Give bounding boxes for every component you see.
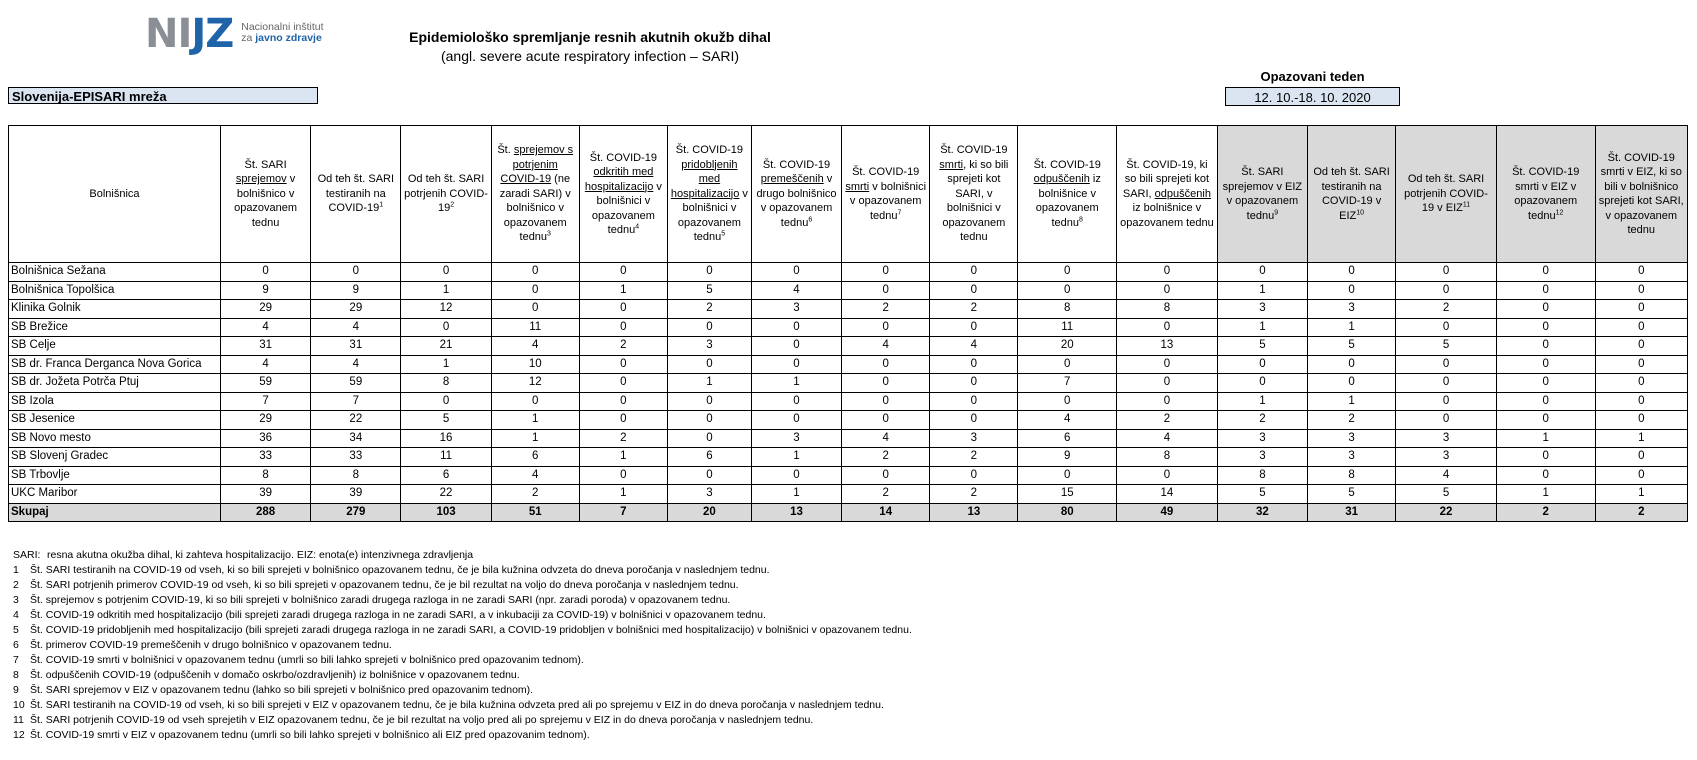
- logo-mark: NIJZ: [145, 11, 234, 57]
- value-cell: 22: [401, 485, 491, 504]
- region-label: Slovenija-EPISARI mreža: [8, 87, 318, 104]
- value-cell: 39: [220, 485, 310, 504]
- value-cell: 0: [667, 355, 751, 374]
- table-row: [9, 318, 1688, 337]
- value-cell: 10: [491, 355, 579, 374]
- value-cell: 1: [1308, 318, 1396, 337]
- value-cell: 6: [401, 466, 491, 485]
- value-cell: 12: [401, 300, 491, 319]
- value-cell: 3: [667, 485, 751, 504]
- value-cell: 0: [579, 466, 667, 485]
- footnote: 5 Št. COVID-19 pridobljenih med hospitalizacijo (bili sprejeti zaradi drugega razloga in ne zaradi SARI, a COVID-19 pridobljen v bolnišnici med hospitalizacijo) v bolnišnici v opazovanem tednu.: [13, 624, 912, 636]
- value-cell: 0: [579, 392, 667, 411]
- value-cell: 2: [930, 485, 1018, 504]
- value-cell: 2: [1496, 503, 1595, 522]
- value-cell: 31: [220, 337, 310, 356]
- value-cell: 0: [1396, 411, 1497, 430]
- value-cell: 1: [751, 448, 841, 467]
- value-cell: 0: [1117, 392, 1218, 411]
- value-cell: 2: [842, 300, 930, 319]
- value-cell: 2: [1217, 411, 1307, 430]
- value-cell: 0: [751, 318, 841, 337]
- value-cell: 31: [1308, 503, 1396, 522]
- value-cell: 6: [491, 448, 579, 467]
- value-cell: 11: [1018, 318, 1117, 337]
- value-cell: 1: [1217, 281, 1307, 300]
- value-cell: 279: [311, 503, 401, 522]
- value-cell: 0: [751, 392, 841, 411]
- value-cell: 29: [220, 300, 310, 319]
- value-cell: 13: [930, 503, 1018, 522]
- value-cell: 0: [1396, 355, 1497, 374]
- value-cell: 4: [1018, 411, 1117, 430]
- value-cell: 2: [842, 485, 930, 504]
- document-title: Epidemiološko spremljanje resnih akutnih okužb dihal: [409, 29, 771, 45]
- column-header: Št. COVID-19 odkritih med hospitalizacijo v bolnišnici v opazovanem tednu$^4$: [579, 126, 667, 263]
- value-cell: 0: [1308, 374, 1396, 393]
- column-header: Od teh št. SARI testiranih na COVID-$19^1$: [311, 126, 401, 263]
- value-cell: 0: [930, 318, 1018, 337]
- value-cell: 0: [1396, 374, 1497, 393]
- value-cell: 11: [491, 318, 579, 337]
- value-cell: 3: [751, 300, 841, 319]
- column-header: Od teh št. SARI potrjenih COVID-19 v EIZ$^{11}$: [1396, 126, 1497, 263]
- value-cell: 0: [1595, 374, 1687, 393]
- value-cell: 21: [401, 337, 491, 356]
- value-cell: 51: [491, 503, 579, 522]
- value-cell: 0: [491, 392, 579, 411]
- document-subtitle: (angl. severe acute respiratory infection – SARI): [440, 48, 740, 64]
- hospital-name-cell: SB dr. Jožeta Potrča Ptuj: [9, 374, 221, 393]
- value-cell: 1: [751, 374, 841, 393]
- value-cell: 15: [1018, 485, 1117, 504]
- column-header: Od teh št. SARI potrjenih COVID-$19^2$: [401, 126, 491, 263]
- value-cell: 0: [220, 263, 310, 282]
- value-cell: 0: [1396, 392, 1497, 411]
- value-cell: 4: [930, 337, 1018, 356]
- value-cell: 9: [311, 281, 401, 300]
- column-header: Št. COVID-19 premeščenih v drugo bolnišnico v opazovanem tednu$^6$: [751, 126, 841, 263]
- value-cell: 0: [1595, 355, 1687, 374]
- table-body: [9, 263, 1688, 522]
- value-cell: 1: [491, 429, 579, 448]
- value-cell: 8: [311, 466, 401, 485]
- value-cell: 1: [579, 485, 667, 504]
- sari-table: [8, 125, 1688, 522]
- hospital-name-cell: Klinika Golnik: [9, 300, 221, 319]
- table-row: [9, 392, 1688, 411]
- value-cell: 0: [1217, 374, 1307, 393]
- hospital-name-cell: SB Jesenice: [9, 411, 221, 430]
- value-cell: 0: [579, 355, 667, 374]
- hospital-name-cell: Bolnišnica Topolšica: [9, 281, 221, 300]
- value-cell: 80: [1018, 503, 1117, 522]
- table-row: [9, 448, 1688, 467]
- value-cell: 0: [491, 300, 579, 319]
- value-cell: 29: [311, 300, 401, 319]
- value-cell: 0: [667, 411, 751, 430]
- value-cell: 0: [1018, 466, 1117, 485]
- value-cell: 1: [579, 281, 667, 300]
- value-cell: 14: [842, 503, 930, 522]
- value-cell: 0: [1496, 466, 1595, 485]
- value-cell: 0: [1396, 281, 1497, 300]
- table-row: [9, 263, 1688, 282]
- value-cell: 12: [491, 374, 579, 393]
- value-cell: 0: [1496, 281, 1595, 300]
- table-row: [9, 411, 1688, 430]
- total-row: [9, 503, 1688, 522]
- value-cell: 0: [667, 466, 751, 485]
- column-header: Št. COVID-19 smrti, ki so bili sprejeti kot SARI, v bolnišnici v opazovanem tednu: [930, 126, 1018, 263]
- value-cell: 0: [1018, 281, 1117, 300]
- value-cell: 0: [1217, 263, 1307, 282]
- value-cell: 0: [842, 318, 930, 337]
- table-row: [9, 300, 1688, 319]
- value-cell: 0: [491, 281, 579, 300]
- column-header: Št. COVID-19 odpuščenih iz bolnišnice v opazovanem tednu$^8$: [1018, 126, 1117, 263]
- value-cell: 0: [842, 263, 930, 282]
- value-cell: 6: [667, 448, 751, 467]
- value-cell: 0: [1018, 392, 1117, 411]
- value-cell: 0: [1595, 318, 1687, 337]
- value-cell: 2: [579, 337, 667, 356]
- value-cell: 1: [1595, 485, 1687, 504]
- value-cell: 29: [220, 411, 310, 430]
- value-cell: 0: [401, 263, 491, 282]
- hospital-name-cell: Bolnišnica Sežana: [9, 263, 221, 282]
- value-cell: 2: [1396, 300, 1497, 319]
- table-row: [9, 485, 1688, 504]
- value-cell: 3: [667, 337, 751, 356]
- value-cell: 0: [1496, 263, 1595, 282]
- value-cell: 1: [491, 411, 579, 430]
- value-cell: 1: [401, 281, 491, 300]
- value-cell: 2: [930, 300, 1018, 319]
- value-cell: 0: [842, 374, 930, 393]
- value-cell: 59: [220, 374, 310, 393]
- table-row: [9, 374, 1688, 393]
- value-cell: 2: [491, 485, 579, 504]
- hospital-name-cell: SB Celje: [9, 337, 221, 356]
- footnote: 3 Št. sprejemov s potrjenim COVID-19, ki so bili sprejeti v bolnišnico zaradi drugega razloga in ne zaradi SARI (npr. zaradi poroda) v opazovanem tednu.: [13, 594, 731, 606]
- value-cell: 0: [667, 263, 751, 282]
- value-cell: 5: [1217, 337, 1307, 356]
- value-cell: 3: [1308, 448, 1396, 467]
- value-cell: 1: [1595, 429, 1687, 448]
- value-cell: 5: [401, 411, 491, 430]
- hospital-name-cell: SB Izola: [9, 392, 221, 411]
- value-cell: 5: [1308, 485, 1396, 504]
- value-cell: 1: [1496, 485, 1595, 504]
- value-cell: 20: [667, 503, 751, 522]
- value-cell: 4: [311, 318, 401, 337]
- value-cell: 0: [1496, 337, 1595, 356]
- value-cell: 0: [1117, 263, 1218, 282]
- logo-text: Nacionalni inštitut za javno zdravje: [241, 21, 324, 44]
- value-cell: 0: [1595, 263, 1687, 282]
- value-cell: 11: [401, 448, 491, 467]
- value-cell: 103: [401, 503, 491, 522]
- value-cell: 3: [751, 429, 841, 448]
- value-cell: 0: [1496, 448, 1595, 467]
- table-row: [9, 281, 1688, 300]
- week-label: Opazovani teden: [1260, 69, 1365, 84]
- value-cell: 0: [1117, 281, 1218, 300]
- value-cell: 0: [491, 263, 579, 282]
- value-cell: 39: [311, 485, 401, 504]
- value-cell: 7: [579, 503, 667, 522]
- value-cell: 0: [1308, 355, 1396, 374]
- value-cell: 0: [1396, 263, 1497, 282]
- value-cell: 0: [667, 392, 751, 411]
- value-cell: 0: [842, 466, 930, 485]
- footnote: 2 Št. SARI potrjenih primerov COVID-19 od vseh, ki so bili sprejeti v opazovanem tednu, če je bil rezultat na voljo do dneva poročanja v naslednjem tednu.: [13, 579, 739, 591]
- hospital-name-cell: SB dr. Franca Derganca Nova Gorica: [9, 355, 221, 374]
- value-cell: 32: [1217, 503, 1307, 522]
- column-header: Št. SARI sprejemov v bolnišnico v opazovanem tednu: [220, 126, 310, 263]
- hospital-name-cell: SB Slovenj Gradec: [9, 448, 221, 467]
- value-cell: 7: [1018, 374, 1117, 393]
- value-cell: 8: [1117, 300, 1218, 319]
- value-cell: 0: [401, 392, 491, 411]
- value-cell: 9: [1018, 448, 1117, 467]
- value-cell: 0: [751, 411, 841, 430]
- value-cell: 0: [842, 411, 930, 430]
- hospital-name-cell: SB Trbovlje: [9, 466, 221, 485]
- value-cell: 0: [1018, 263, 1117, 282]
- footnotes: [13, 548, 912, 743]
- value-cell: 0: [751, 355, 841, 374]
- column-header: Št. COVID-19 smrti v EIZ v opazovanem tednu$^{12}$: [1496, 126, 1595, 263]
- value-cell: 0: [1595, 300, 1687, 319]
- footnote: 9 Št. SARI sprejemov v EIZ v opazovanem tednu (lahko so bili sprejeti v bolnišnico pred opazovanim tednom).: [13, 684, 534, 696]
- footnote: 11 Št. SARI potrjenih COVID-19 od vseh sprejetih v EIZ opazovanem tednu, če je bil rezultat na voljo pred ali po sprejemu v EIZ in do dneva poročanja v naslednjem tednu.: [13, 714, 814, 726]
- value-cell: 0: [579, 300, 667, 319]
- value-cell: 0: [311, 263, 401, 282]
- value-cell: 0: [1496, 392, 1595, 411]
- value-cell: 2: [842, 448, 930, 467]
- value-cell: 3: [1396, 429, 1497, 448]
- nijz-logo: [145, 11, 324, 57]
- value-cell: 3: [1217, 300, 1307, 319]
- value-cell: 33: [311, 448, 401, 467]
- value-cell: 2: [1308, 411, 1396, 430]
- value-cell: 0: [1396, 318, 1497, 337]
- value-cell: 0: [842, 392, 930, 411]
- value-cell: 0: [842, 355, 930, 374]
- value-cell: 0: [579, 263, 667, 282]
- value-cell: 3: [1308, 429, 1396, 448]
- value-cell: 0: [1117, 374, 1218, 393]
- footnote: 8 Št. odpuščenih COVID-19 (odpuščenih v domačo oskrbo/ozdravljenih) iz bolnišnice v opazovanem tednu.: [13, 669, 520, 681]
- value-cell: 13: [1117, 337, 1218, 356]
- value-cell: 0: [930, 281, 1018, 300]
- value-cell: 9: [220, 281, 310, 300]
- value-cell: 0: [930, 263, 1018, 282]
- value-cell: 4: [1117, 429, 1218, 448]
- footnote: 6 Št. primerov COVID-19 premeščenih v drugo bolnišnico v opazovanem tednu.: [13, 639, 392, 651]
- value-cell: 0: [401, 318, 491, 337]
- value-cell: 4: [842, 429, 930, 448]
- value-cell: 0: [1595, 337, 1687, 356]
- value-cell: 0: [1496, 300, 1595, 319]
- column-header: Št. sprejemov s potrjenim COVID-19 (ne zaradi SARI) v bolnišnico v opazovanem tednu$^3$: [491, 126, 579, 263]
- value-cell: 3: [1217, 429, 1307, 448]
- value-cell: 0: [1496, 374, 1595, 393]
- value-cell: 0: [751, 337, 841, 356]
- value-cell: 6: [1018, 429, 1117, 448]
- value-cell: 0: [1117, 355, 1218, 374]
- value-cell: 0: [1595, 466, 1687, 485]
- value-cell: 1: [1496, 429, 1595, 448]
- table-header-row: [9, 126, 1688, 263]
- footnote: 10 Št. SARI testiranih na COVID-19 od vseh, ki so bili sprejeti v EIZ v opazovanem tednu, če je bila kužnina odvzeta pred ali po sprejemu v EIZ in do dneva poročanja v naslednjem tednu.: [13, 699, 884, 711]
- value-cell: 8: [1018, 300, 1117, 319]
- value-cell: 0: [579, 411, 667, 430]
- value-cell: 4: [1396, 466, 1497, 485]
- hospital-name-cell: SB Novo mesto: [9, 429, 221, 448]
- value-cell: 4: [842, 337, 930, 356]
- value-cell: 22: [1396, 503, 1497, 522]
- value-cell: 0: [667, 429, 751, 448]
- value-cell: 1: [751, 485, 841, 504]
- value-cell: 13: [751, 503, 841, 522]
- value-cell: 4: [491, 337, 579, 356]
- hospital-name-cell: SB Brežice: [9, 318, 221, 337]
- value-cell: 3: [930, 429, 1018, 448]
- column-header: Od teh št. SARI testiranih na COVID-19 v EIZ$^{10}$: [1308, 126, 1396, 263]
- hospital-name-cell: Skupaj: [9, 503, 221, 522]
- value-cell: 16: [401, 429, 491, 448]
- value-cell: 31: [311, 337, 401, 356]
- footnote: 12 Št. COVID-19 smrti v EIZ v opazovanem tednu (umrli so bili lahko sprejeti v bolnišnico ali EIZ pred opazovanim tednom).: [13, 729, 590, 741]
- value-cell: 5: [1308, 337, 1396, 356]
- column-header: Št. COVID-19, ki so bili sprejeti kot SARI, odpuščenih iz bolnišnice v opazovanem tednu: [1117, 126, 1218, 263]
- value-cell: 0: [930, 355, 1018, 374]
- value-cell: 8: [220, 466, 310, 485]
- footnote: 4 Št. COVID-19 odkritih med hospitalizacijo (bili sprejeti zaradi drugega razloga in ne zaradi SARI, a v inkubaciji za COVID-19) v bolnišnici v opazovanem tednu.: [13, 609, 766, 621]
- table-row: [9, 466, 1688, 485]
- column-header: Št. SARI sprejemov v EIZ v opazovanem tednu$^9$: [1217, 126, 1307, 263]
- value-cell: 0: [930, 466, 1018, 485]
- value-cell: 0: [1595, 411, 1687, 430]
- value-cell: 0: [579, 374, 667, 393]
- hospital-name-cell: UKC Maribor: [9, 485, 221, 504]
- value-cell: 1: [579, 448, 667, 467]
- value-cell: 7: [311, 392, 401, 411]
- value-cell: 36: [220, 429, 310, 448]
- value-cell: 1: [1308, 392, 1396, 411]
- value-cell: 8: [1217, 466, 1307, 485]
- table-row: [9, 429, 1688, 448]
- value-cell: 1: [401, 355, 491, 374]
- value-cell: 8: [1117, 448, 1218, 467]
- value-cell: 2: [667, 300, 751, 319]
- value-cell: 5: [1396, 485, 1497, 504]
- value-cell: 22: [311, 411, 401, 430]
- column-header: Št. COVID-19 smrti v bolnišnici v opazovanem tednu$^7$: [842, 126, 930, 263]
- value-cell: 4: [311, 355, 401, 374]
- value-cell: 4: [751, 281, 841, 300]
- value-cell: 5: [1396, 337, 1497, 356]
- value-cell: 34: [311, 429, 401, 448]
- value-cell: 3: [1217, 448, 1307, 467]
- value-cell: 0: [930, 411, 1018, 430]
- value-cell: 5: [667, 281, 751, 300]
- value-cell: 14: [1117, 485, 1218, 504]
- value-cell: 33: [220, 448, 310, 467]
- value-cell: 0: [1117, 318, 1218, 337]
- value-cell: 0: [579, 318, 667, 337]
- value-cell: 3: [1308, 300, 1396, 319]
- value-cell: 0: [930, 374, 1018, 393]
- value-cell: 0: [1018, 355, 1117, 374]
- value-cell: 0: [751, 263, 841, 282]
- column-header: Št. COVID-19 pridobljenih med hospitalizacijo v bolnišnici v opazovanem tednu$^5$: [667, 126, 751, 263]
- value-cell: 0: [667, 318, 751, 337]
- value-cell: 3: [1396, 448, 1497, 467]
- value-cell: 4: [491, 466, 579, 485]
- value-cell: 2: [1595, 503, 1687, 522]
- value-cell: 7: [220, 392, 310, 411]
- value-cell: 0: [751, 466, 841, 485]
- footnote: 1 Št. SARI testiranih na COVID-19 od vseh, ki so bili sprejeti v bolnišnico opazovanem tednu, če je bila kužnina odvzeta do dneva poročanja v naslednjem tednu.: [13, 564, 770, 576]
- value-cell: 2: [579, 429, 667, 448]
- footnote: 7 Št. COVID-19 smrti v bolnišnici v opazovanem tednu (umrli so bili lahko sprejeti v bolnišnico pred opazovanim tednom).: [13, 654, 584, 666]
- value-cell: 2: [1117, 411, 1218, 430]
- value-cell: 1: [1217, 318, 1307, 337]
- value-cell: 288: [220, 503, 310, 522]
- value-cell: 0: [1308, 281, 1396, 300]
- table-row: [9, 337, 1688, 356]
- value-cell: 0: [1217, 355, 1307, 374]
- value-cell: 5: [1217, 485, 1307, 504]
- value-cell: 0: [1117, 466, 1218, 485]
- value-cell: 2: [930, 448, 1018, 467]
- value-cell: 49: [1117, 503, 1218, 522]
- column-header: Bolnišnica: [9, 126, 221, 263]
- week-value: 12. 10.-18. 10. 2020: [1225, 87, 1400, 106]
- table-row: [9, 355, 1688, 374]
- value-cell: 0: [930, 392, 1018, 411]
- value-cell: 8: [401, 374, 491, 393]
- value-cell: 0: [1496, 318, 1595, 337]
- value-cell: 1: [1217, 392, 1307, 411]
- value-cell: 0: [1308, 263, 1396, 282]
- value-cell: 4: [220, 318, 310, 337]
- value-cell: 0: [1595, 392, 1687, 411]
- value-cell: 1: [667, 374, 751, 393]
- value-cell: 0: [1595, 281, 1687, 300]
- value-cell: 4: [220, 355, 310, 374]
- value-cell: 0: [1595, 448, 1687, 467]
- value-cell: 20: [1018, 337, 1117, 356]
- value-cell: 0: [1496, 355, 1595, 374]
- footnote: SARI: resna akutna okužba dihal, ki zahteva hospitalizacijo. EIZ: enota(e) intenzivnega zdravljenja: [13, 549, 474, 561]
- value-cell: 0: [1496, 411, 1595, 430]
- value-cell: 0: [842, 281, 930, 300]
- value-cell: 8: [1308, 466, 1396, 485]
- value-cell: 59: [311, 374, 401, 393]
- column-header: Št. COVID-19 smrti v EIZ, ki so bili v bolnišnico sprejeti kot SARI, v opazovanem tednu: [1595, 126, 1687, 263]
